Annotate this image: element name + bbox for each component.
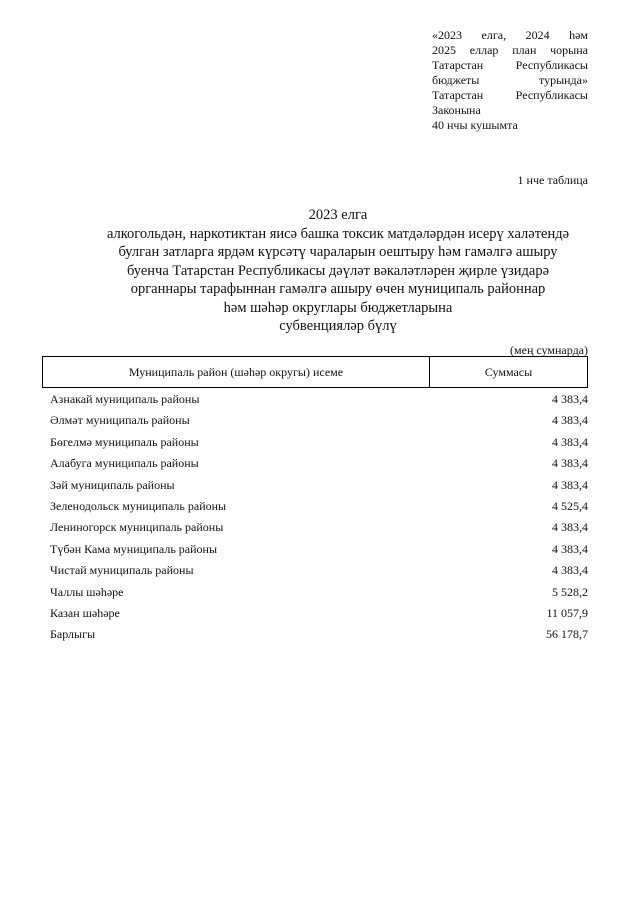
table-row [50, 517, 588, 538]
row-name: Бөгелмә муниципаль районы [50, 434, 199, 449]
table-header [42, 356, 588, 388]
row-amount: 4 383,4 [552, 392, 588, 406]
appendix-line: бюджеты турында» [432, 73, 588, 87]
row-name: Зеленодольск муниципаль районы [50, 498, 227, 513]
appendix-line: 2025 еллар план чорына [432, 43, 588, 57]
table-row [50, 496, 588, 517]
appendix-line: Татарстан Республикасы [432, 88, 588, 102]
row-amount: 11 057,9 [546, 605, 588, 620]
total-amount: 56 178,7 [546, 627, 588, 642]
row-amount: 4 383,4 [552, 434, 588, 449]
table-row [50, 389, 588, 410]
appendix-line: Законына [432, 103, 481, 117]
table-row [50, 560, 588, 581]
header-amount-column: Суммасы [484, 364, 533, 379]
table-total-row [50, 624, 588, 645]
row-amount: 5 528,2 [552, 584, 588, 599]
table-row [50, 475, 588, 496]
row-name: Зәй муниципаль районы [50, 477, 175, 492]
row-name: Әлмәт муниципаль районы [50, 413, 190, 428]
table-row [50, 410, 588, 431]
row-name: Чаллы шәһәре [50, 584, 124, 599]
title-line: алкогольдән, наркотиктан яисә башка токсик матдәләрдән исерү халәтендә [106, 225, 570, 242]
table-row [50, 582, 588, 603]
units-label: (мең сумнарда) [510, 343, 588, 357]
table-number: 1 нче таблица [517, 173, 588, 187]
row-amount: 4 383,4 [552, 413, 588, 428]
row-amount: 4 383,4 [552, 541, 588, 556]
appendix-line: Татарстан Республикасы [432, 58, 588, 72]
document-title [60, 206, 616, 336]
table-row [50, 603, 588, 624]
title-line: субвенцияләр бүлү [279, 318, 397, 334]
row-name: Казан шәһәре [50, 605, 120, 620]
row-amount: 4 383,4 [552, 477, 588, 492]
row-amount: 4 525,4 [552, 498, 588, 513]
row-name: Алабуга муниципаль районы [50, 456, 199, 471]
title-line: 2023 елга [308, 207, 368, 223]
appendix-note [432, 28, 588, 133]
title-line: һәм шәһәр округлары бюджетларына [223, 299, 453, 316]
title-line: булган затларга ярдәм күрсәтү чараларын оештыру һәм гамәлгә ашыру [118, 244, 558, 260]
table-row [50, 539, 588, 560]
title-line: буенча Татарстан Республикасы дәүләт вәкаләтләрен җирле үзидарә [126, 262, 550, 279]
row-amount: 4 383,4 [552, 520, 588, 535]
total-label: Барлыгы [50, 627, 96, 642]
row-name: Түбән Кама муниципаль районы [50, 541, 218, 556]
row-name: Азнакай муниципаль районы [50, 392, 200, 406]
row-amount: 4 383,4 [552, 456, 588, 471]
title-line: органнары тарафыннан гамәлгә ашыру өчен муниципаль районнар [130, 281, 546, 297]
appendix-line: «2023 елга, 2024 һәм [432, 28, 588, 42]
row-name: Лениногорск муниципаль районы [50, 520, 224, 535]
row-name: Чистай муниципаль районы [50, 563, 194, 578]
table-row [50, 453, 588, 474]
header-name-column: Муниципаль район (шәһәр округы) исеме [43, 357, 430, 387]
table-row [50, 432, 588, 453]
row-amount: 4 383,4 [552, 563, 588, 578]
table-body [50, 389, 588, 646]
appendix-line: 40 нчы кушымта [432, 118, 518, 132]
